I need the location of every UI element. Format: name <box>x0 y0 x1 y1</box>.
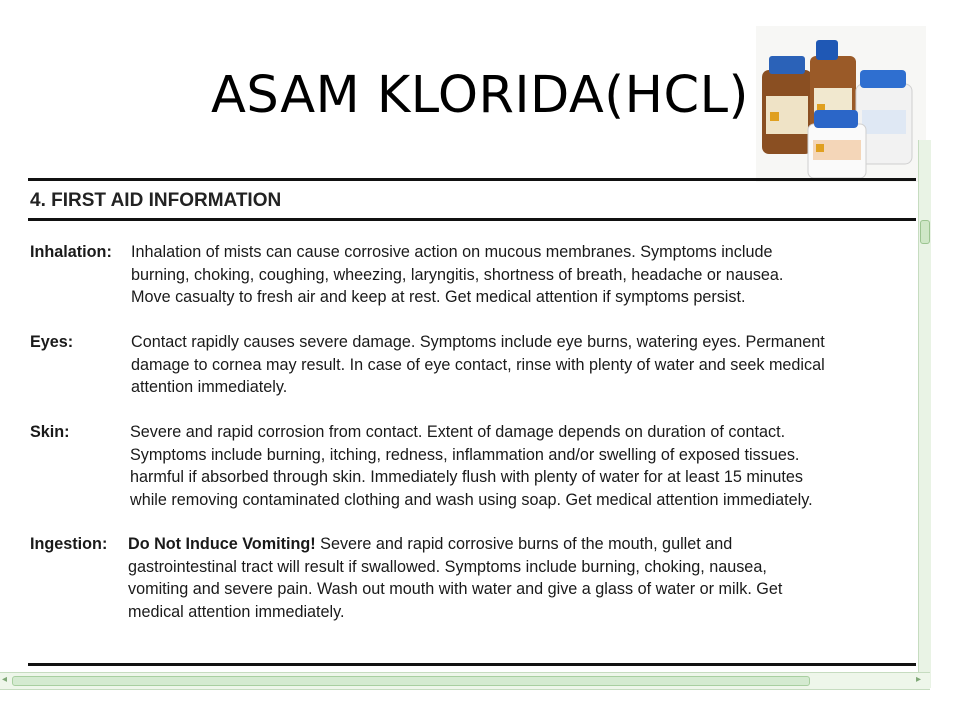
text-line: Severe and rapid corrosion from contact. Extent of damage depends on duration of contact. <box>130 423 786 441</box>
text-line: Move casualty to fresh air and keep at rest. Get medical attention if symptoms persist. <box>131 288 746 307</box>
section-heading: 4. FIRST AID INFORMATION <box>30 190 282 211</box>
heading-rule <box>28 218 916 221</box>
scroll-right-arrow-icon[interactable]: ▸ <box>916 674 922 685</box>
text-line: burning, choking, coughing, wheezing, laryngitis, shortness of breath, headache or nausea. <box>131 265 784 284</box>
entry-text <box>131 241 916 309</box>
text-line: while removing contaminated clothing and wash using soap. Get medical attention immediately. <box>130 490 813 509</box>
text-line: Symptoms include burning, itching, redness, inflammation and/or swelling of exposed tissues. <box>130 445 800 464</box>
vertical-scroll-thumb[interactable] <box>920 220 930 244</box>
entry-label: Eyes: <box>30 333 74 351</box>
text-line: gastrointestinal tract will result if swallowed. Symptoms include burning, choking, nausea, <box>128 557 767 576</box>
first-aid-document <box>28 178 916 668</box>
text-line: Inhalation of mists can cause corrosive action on mucous membranes. Symptoms include <box>131 243 773 261</box>
text-line: vomiting and severe pain. Wash out mouth with water and give a glass of water or milk. Get <box>128 580 783 599</box>
warning-emphasis: Do Not Induce Vomiting! <box>128 535 316 553</box>
entry-label: Inhalation: <box>30 243 112 261</box>
entry-label: Ingestion: <box>30 535 108 553</box>
entry-text <box>128 533 916 623</box>
slide-title: ASAM KLORIDA(HCL) <box>211 66 749 125</box>
text-line <box>128 533 916 556</box>
entry-text <box>130 421 916 511</box>
text-line-rest: Severe and rapid corrosive burns of the mouth, gullet and <box>320 535 733 553</box>
text-line: attention immediately. <box>131 378 288 397</box>
top-rule <box>28 178 916 181</box>
text-line: damage to cornea may result. In case of eye contact, rinse with plenty of water and seek medical <box>131 355 825 374</box>
entry-label: Skin: <box>30 423 70 441</box>
horizontal-scrollbar[interactable] <box>0 672 930 690</box>
bottom-rule <box>28 663 916 666</box>
horizontal-scroll-thumb[interactable] <box>12 676 810 686</box>
text-line: medical attention immediately. <box>128 602 345 621</box>
chemical-bottles-image <box>756 26 926 182</box>
text-line: harmful if absorbed through skin. Immediately flush with plenty of water for at least 15 minutes <box>130 468 804 487</box>
entry-text <box>131 331 916 399</box>
text-line: Contact rapidly causes severe damage. Symptoms include eye burns, watering eyes. Permanent <box>131 333 825 351</box>
vertical-scrollbar[interactable] <box>918 140 931 688</box>
scroll-left-arrow-icon[interactable]: ◂ <box>2 674 8 685</box>
